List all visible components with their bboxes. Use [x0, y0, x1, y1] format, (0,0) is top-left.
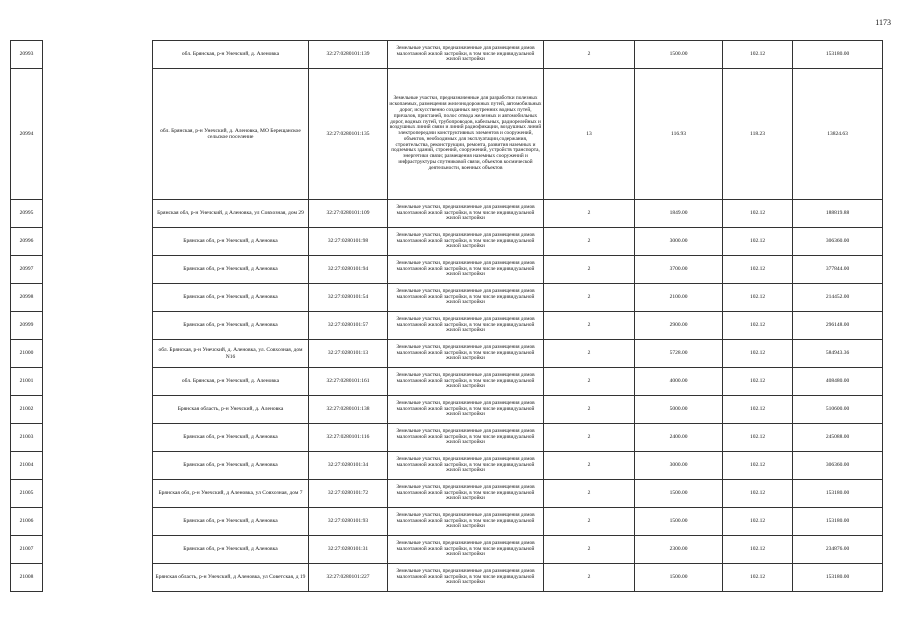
- gap-cell: [43, 368, 153, 396]
- row-id-cell: 20998: [11, 284, 43, 312]
- cadastral-number-cell: 32:27:0280101:135: [309, 69, 388, 200]
- area-cell: 5728.00: [635, 340, 723, 368]
- unit-value-cell: 118.23: [723, 69, 793, 200]
- address-cell: Брянская обл, р-н Унечский, д Аленовка: [153, 312, 309, 340]
- land-use-purpose-cell: Земельные участки, предназначенные для размещения домов малоэтажной жилой застройки, в том числе индивидуальной жилой застройки: [388, 312, 544, 340]
- table-row: [11, 200, 883, 228]
- land-use-purpose-cell: Земельные участки, предназначенные для размещения домов малоэтажной жилой застройки, в том числе индивидуальной жилой застройки: [388, 340, 544, 368]
- unit-value-cell: 102.12: [723, 368, 793, 396]
- row-id-cell: 20996: [11, 228, 43, 256]
- area-cell: 1849.00: [635, 200, 723, 228]
- land-use-purpose-cell: Земельные участки, предназначенные для размещения домов малоэтажной жилой застройки, в том числе индивидуальной жилой застройки: [388, 508, 544, 536]
- cadastral-value-cell: 510600.00: [793, 396, 883, 424]
- cadastral-value-table: [10, 40, 883, 592]
- gap-cell: [43, 284, 153, 312]
- area-cell: 5000.00: [635, 396, 723, 424]
- group-number-cell: 2: [544, 564, 635, 592]
- table-row: [11, 452, 883, 480]
- table-row: [11, 256, 883, 284]
- land-use-purpose-cell: Земельные участки, предназначенные для размещения домов малоэтажной жилой застройки, в том числе индивидуальной жилой застройки: [388, 41, 544, 69]
- cadastral-value-cell: 306360.00: [793, 228, 883, 256]
- cadastral-number-cell: 32:27:0280101:31: [309, 536, 388, 564]
- cadastral-value-cell: 153180.00: [793, 480, 883, 508]
- cadastral-value-cell: 296148.00: [793, 312, 883, 340]
- row-id-cell: 21003: [11, 424, 43, 452]
- address-cell: Брянская обл, р-н Унечский, д Аленовка: [153, 424, 309, 452]
- area-cell: 116.93: [635, 69, 723, 200]
- row-id-cell: 20995: [11, 200, 43, 228]
- area-cell: 2400.00: [635, 424, 723, 452]
- cadastral-number-cell: 32:27:0280101:34: [309, 452, 388, 480]
- cadastral-value-cell: 306360.00: [793, 452, 883, 480]
- row-id-cell: 20999: [11, 312, 43, 340]
- gap-cell: [43, 564, 153, 592]
- group-number-cell: 2: [544, 256, 635, 284]
- row-id-cell: 20994: [11, 69, 43, 200]
- table-row: [11, 41, 883, 69]
- group-number-cell: 2: [544, 340, 635, 368]
- area-cell: 2900.00: [635, 312, 723, 340]
- unit-value-cell: 102.12: [723, 396, 793, 424]
- unit-value-cell: 102.12: [723, 564, 793, 592]
- cadastral-value-cell: 153180.00: [793, 41, 883, 69]
- area-cell: 1500.00: [635, 480, 723, 508]
- group-number-cell: 2: [544, 312, 635, 340]
- gap-cell: [43, 508, 153, 536]
- cadastral-value-cell: 214452.00: [793, 284, 883, 312]
- row-id-cell: 21007: [11, 536, 43, 564]
- gap-cell: [43, 536, 153, 564]
- group-number-cell: 2: [544, 396, 635, 424]
- unit-value-cell: 102.12: [723, 508, 793, 536]
- area-cell: 3700.00: [635, 256, 723, 284]
- cadastral-number-cell: 32:27:0280101:161: [309, 368, 388, 396]
- table-row: [11, 564, 883, 592]
- area-cell: 1500.00: [635, 564, 723, 592]
- table-row: [11, 424, 883, 452]
- cadastral-number-cell: 32:27:0280101:109: [309, 200, 388, 228]
- cadastral-number-cell: 32:27:0280101:13: [309, 340, 388, 368]
- gap-cell: [43, 41, 153, 69]
- cadastral-value-cell: 408480.00: [793, 368, 883, 396]
- address-cell: Брянская обл, р-н Унечский, д Аленовка: [153, 228, 309, 256]
- unit-value-cell: 102.12: [723, 228, 793, 256]
- group-number-cell: 2: [544, 228, 635, 256]
- table-row: [11, 228, 883, 256]
- table-row: [11, 340, 883, 368]
- gap-cell: [43, 312, 153, 340]
- cadastral-number-cell: 32:27:0280101:94: [309, 256, 388, 284]
- page-number: 1173: [875, 18, 891, 27]
- row-id-cell: 21000: [11, 340, 43, 368]
- group-number-cell: 2: [544, 284, 635, 312]
- row-id-cell: 20993: [11, 41, 43, 69]
- group-number-cell: 2: [544, 480, 635, 508]
- unit-value-cell: 102.12: [723, 256, 793, 284]
- group-number-cell: 2: [544, 41, 635, 69]
- land-use-purpose-cell: Земельные участки, предназначенные для размещения домов малоэтажной жилой застройки, в том числе индивидуальной жилой застройки: [388, 452, 544, 480]
- land-use-purpose-cell: Земельные участки, предназначенные для размещения домов малоэтажной жилой застройки, в том числе индивидуальной жилой застройки: [388, 424, 544, 452]
- table-row: [11, 396, 883, 424]
- area-cell: 3000.00: [635, 452, 723, 480]
- table-row: [11, 480, 883, 508]
- cadastral-number-cell: 32:27:0280101:139: [309, 41, 388, 69]
- land-use-purpose-cell: Земельные участки, предназначенные для размещения домов малоэтажной жилой застройки, в том числе индивидуальной жилой застройки: [388, 480, 544, 508]
- gap-cell: [43, 396, 153, 424]
- group-number-cell: 2: [544, 424, 635, 452]
- gap-cell: [43, 69, 153, 200]
- row-id-cell: 20997: [11, 256, 43, 284]
- unit-value-cell: 102.12: [723, 340, 793, 368]
- unit-value-cell: 102.12: [723, 41, 793, 69]
- area-cell: 1500.00: [635, 508, 723, 536]
- land-use-purpose-cell: Земельные участки, предназначенные для разработки полезных ископаемых, размещения железнодорожных путей, автомобильных дорог, искусственно созданных внутренних водных путей, причалов, пристаней, полос отвода железных и автомобильных дорог, водных путей, трубопроводов, кабельных, радиорелейных и воздушных линий связи и линий радиофикации, воздушных линий электропередачи конструктивных элементов и сооружений, объектов, необходимых для эксплуатации,содержания, строительства, реконструкции, ремонта, развития наземных и подземных зданий, строений, сооружений, устройств транспорта, энергетики связи; размещения наземных сооружений и инфраструктуры спутниковой связи, объектов космической деятельности, военных объектов: [388, 69, 544, 200]
- table-row: [11, 508, 883, 536]
- unit-value-cell: 102.12: [723, 284, 793, 312]
- address-cell: Брянская обл, р-н Унечский, д Аленовка: [153, 256, 309, 284]
- land-use-purpose-cell: Земельные участки, предназначенные для размещения домов малоэтажной жилой застройки, в том числе индивидуальной жилой застройки: [388, 368, 544, 396]
- row-id-cell: 21004: [11, 452, 43, 480]
- cadastral-value-cell: 234876.00: [793, 536, 883, 564]
- table-row: [11, 69, 883, 200]
- cadastral-value-cell: 245088.00: [793, 424, 883, 452]
- address-cell: Брянская обл, р-н Унечский, д Аленовка: [153, 508, 309, 536]
- gap-cell: [43, 452, 153, 480]
- address-cell: обл. Брянская, р-н Унечский, д. Аленовка, ул. Совхозная, дом N16: [153, 340, 309, 368]
- table-row: [11, 368, 883, 396]
- cadastral-number-cell: 32:27:0280101:138: [309, 396, 388, 424]
- table-row: [11, 284, 883, 312]
- address-cell: обл. Брянская, р-н Унечский, д. Аленовка: [153, 368, 309, 396]
- cadastral-value-cell: 13824.63: [793, 69, 883, 200]
- land-use-purpose-cell: Земельные участки, предназначенные для размещения домов малоэтажной жилой застройки, в том числе индивидуальной жилой застройки: [388, 536, 544, 564]
- row-id-cell: 21005: [11, 480, 43, 508]
- row-id-cell: 21006: [11, 508, 43, 536]
- address-cell: Брянская область, р-н Унечский, д. Аленовка: [153, 396, 309, 424]
- group-number-cell: 2: [544, 200, 635, 228]
- row-id-cell: 21002: [11, 396, 43, 424]
- area-cell: 4000.00: [635, 368, 723, 396]
- group-number-cell: 2: [544, 452, 635, 480]
- unit-value-cell: 102.12: [723, 480, 793, 508]
- gap-cell: [43, 200, 153, 228]
- area-cell: 3000.00: [635, 228, 723, 256]
- land-use-purpose-cell: Земельные участки, предназначенные для размещения домов малоэтажной жилой застройки, в том числе индивидуальной жилой застройки: [388, 200, 544, 228]
- row-id-cell: 21001: [11, 368, 43, 396]
- table-row: [11, 536, 883, 564]
- gap-cell: [43, 256, 153, 284]
- gap-cell: [43, 228, 153, 256]
- unit-value-cell: 102.12: [723, 424, 793, 452]
- address-cell: Брянская обл, р-н Унечский, д Аленовка: [153, 536, 309, 564]
- unit-value-cell: 102.12: [723, 312, 793, 340]
- cadastral-number-cell: 32:27:0280101:54: [309, 284, 388, 312]
- unit-value-cell: 102.12: [723, 536, 793, 564]
- unit-value-cell: 102.12: [723, 200, 793, 228]
- area-cell: 2100.00: [635, 284, 723, 312]
- gap-cell: [43, 480, 153, 508]
- land-use-purpose-cell: Земельные участки, предназначенные для размещения домов малоэтажной жилой застройки, в том числе индивидуальной жилой застройки: [388, 256, 544, 284]
- land-use-purpose-cell: Земельные участки, предназначенные для размещения домов малоэтажной жилой застройки, в том числе индивидуальной жилой застройки: [388, 564, 544, 592]
- group-number-cell: 2: [544, 536, 635, 564]
- address-cell: обл. Брянская, р-н Унечский, д. Аленовка: [153, 41, 309, 69]
- address-cell: Брянская обл, р-н Унечский, д Аленовка: [153, 452, 309, 480]
- cadastral-value-cell: 153180.00: [793, 508, 883, 536]
- cadastral-value-cell: 584943.36: [793, 340, 883, 368]
- group-number-cell: 2: [544, 368, 635, 396]
- cadastral-value-cell: 153180.00: [793, 564, 883, 592]
- area-cell: 1500.00: [635, 41, 723, 69]
- cadastral-value-cell: 188819.88: [793, 200, 883, 228]
- cadastral-number-cell: 32:27:0280101:93: [309, 508, 388, 536]
- group-number-cell: 13: [544, 69, 635, 200]
- gap-cell: [43, 424, 153, 452]
- gap-cell: [43, 340, 153, 368]
- land-use-purpose-cell: Земельные участки, предназначенные для размещения домов малоэтажной жилой застройки, в том числе индивидуальной жилой застройки: [388, 284, 544, 312]
- table-row: [11, 312, 883, 340]
- address-cell: Брянская обл, р-н Унечский, д Аленовка, ул Совхозная, дом 29: [153, 200, 309, 228]
- cadastral-number-cell: 32:27:0280101:57: [309, 312, 388, 340]
- unit-value-cell: 102.12: [723, 452, 793, 480]
- land-use-purpose-cell: Земельные участки, предназначенные для размещения домов малоэтажной жилой застройки, в том числе индивидуальной жилой застройки: [388, 396, 544, 424]
- address-cell: Брянская обл, р-н Унечский, д Аленовка: [153, 284, 309, 312]
- land-use-purpose-cell: Земельные участки, предназначенные для размещения домов малоэтажной жилой застройки, в том числе индивидуальной жилой застройки: [388, 228, 544, 256]
- cadastral-number-cell: 32:27:0280101:98: [309, 228, 388, 256]
- area-cell: 2300.00: [635, 536, 723, 564]
- row-id-cell: 21008: [11, 564, 43, 592]
- address-cell: обл. Брянская, р-н Унечский, д. Аленовка, МО Берещанское сельское поселение: [153, 69, 309, 200]
- cadastral-number-cell: 32:27:0280101:227: [309, 564, 388, 592]
- cadastral-number-cell: 32:27:0280101:72: [309, 480, 388, 508]
- group-number-cell: 2: [544, 508, 635, 536]
- address-cell: Брянская обл, р-н Унечский, д Аленовка, ул Совхозная, дом 7: [153, 480, 309, 508]
- cadastral-value-cell: 377844.00: [793, 256, 883, 284]
- cadastral-number-cell: 32:27:0280101:116: [309, 424, 388, 452]
- address-cell: Брянская область, р-н Унечский, д Аленовка, ул Советская, д 19: [153, 564, 309, 592]
